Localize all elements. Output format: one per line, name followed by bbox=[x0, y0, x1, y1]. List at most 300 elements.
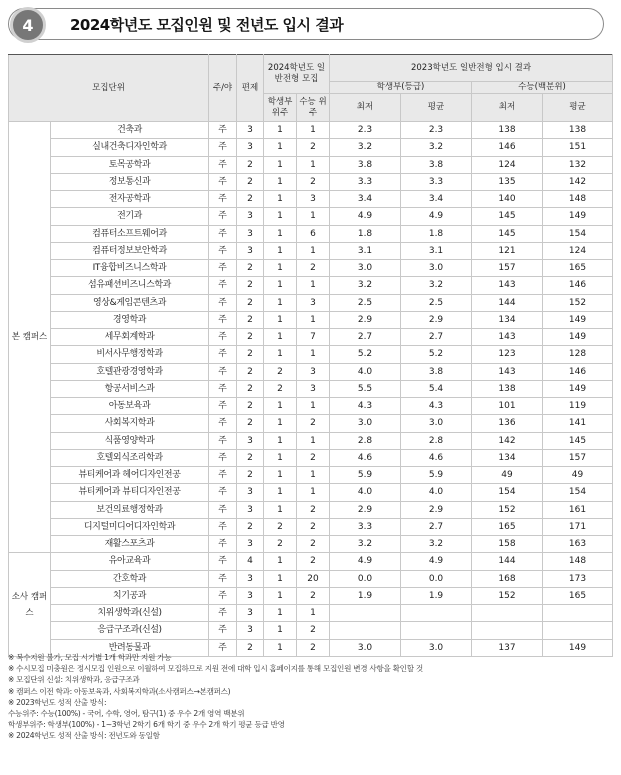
suneung-min: 154 bbox=[472, 484, 543, 501]
suneung-avg: 146 bbox=[543, 363, 613, 380]
suneung-min: 136 bbox=[472, 415, 543, 432]
suneung-min: 143 bbox=[472, 329, 543, 346]
suneung-min: 123 bbox=[472, 346, 543, 363]
recruit-suneung: 2 bbox=[297, 415, 330, 432]
suneung-min: 138 bbox=[472, 122, 543, 139]
dept-name: 간호학과 bbox=[51, 570, 209, 587]
suneung-avg: 145 bbox=[543, 432, 613, 449]
header-suneung-percentile: 수능(백분위) bbox=[472, 82, 613, 94]
footnote-line: 수능위주: 수능(100%) - 국어, 수학, 영어, 탐구(1) 중 우수 2개 영역 백분위 bbox=[8, 709, 245, 719]
dept-name: 컴퓨터소프트웨어과 bbox=[51, 225, 209, 242]
header-transfer: 편제 bbox=[237, 55, 264, 122]
grade-min: 3.0 bbox=[330, 639, 401, 656]
day-night: 주 bbox=[209, 173, 237, 190]
grade-avg: 3.2 bbox=[401, 536, 472, 553]
header-suneung-avg: 평균 bbox=[543, 94, 613, 122]
dept-name: 경영학과 bbox=[51, 311, 209, 328]
table-row bbox=[9, 605, 613, 622]
grade-avg: 3.3 bbox=[401, 173, 472, 190]
recruit-suneung: 1 bbox=[297, 346, 330, 363]
day-night: 주 bbox=[209, 260, 237, 277]
table-row bbox=[9, 156, 613, 173]
day-night: 주 bbox=[209, 363, 237, 380]
footnotes bbox=[8, 652, 612, 742]
suneung-min: 158 bbox=[472, 536, 543, 553]
transfer: 2 bbox=[237, 363, 264, 380]
grade-avg: 2.7 bbox=[401, 329, 472, 346]
dept-name: 비서사무행정학과 bbox=[51, 346, 209, 363]
suneung-min: 144 bbox=[472, 294, 543, 311]
grade-avg: 5.2 bbox=[401, 346, 472, 363]
table-row bbox=[9, 329, 613, 346]
recruit-suneung: 2 bbox=[297, 622, 330, 639]
transfer: 2 bbox=[237, 311, 264, 328]
dept-name: 호텔외식조리학과 bbox=[51, 449, 209, 466]
transfer: 2 bbox=[237, 173, 264, 190]
table-row bbox=[9, 622, 613, 639]
recruit-suneung: 1 bbox=[297, 398, 330, 415]
transfer: 2 bbox=[237, 639, 264, 656]
grade-avg: 0.0 bbox=[401, 570, 472, 587]
dept-name: 유아교육과 bbox=[51, 553, 209, 570]
grade-avg: 2.9 bbox=[401, 311, 472, 328]
recruit-student: 1 bbox=[264, 208, 297, 225]
grade-avg: 4.3 bbox=[401, 398, 472, 415]
recruit-suneung: 1 bbox=[297, 311, 330, 328]
grade-min: 3.2 bbox=[330, 139, 401, 156]
day-night: 주 bbox=[209, 518, 237, 535]
dept-name: IT융합비즈니스학과 bbox=[51, 260, 209, 277]
table-row bbox=[9, 432, 613, 449]
transfer: 3 bbox=[237, 570, 264, 587]
transfer: 3 bbox=[237, 208, 264, 225]
grade-min: 4.9 bbox=[330, 553, 401, 570]
grade-min: 4.9 bbox=[330, 208, 401, 225]
suneung-min: 152 bbox=[472, 587, 543, 604]
dept-name: 호텔관광경영학과 bbox=[51, 363, 209, 380]
transfer: 3 bbox=[237, 622, 264, 639]
grade-min bbox=[330, 605, 401, 622]
grade-avg bbox=[401, 605, 472, 622]
table-body bbox=[9, 122, 613, 657]
recruit-suneung: 2 bbox=[297, 501, 330, 518]
header-suneung-min: 최저 bbox=[472, 94, 543, 122]
recruit-suneung: 2 bbox=[297, 536, 330, 553]
suneung-min: 101 bbox=[472, 398, 543, 415]
suneung-min: 143 bbox=[472, 363, 543, 380]
recruit-suneung: 2 bbox=[297, 139, 330, 156]
footnote-line: ※ 모집단위 신설: 치위생학과, 응급구조과 bbox=[8, 675, 140, 685]
day-night: 주 bbox=[209, 570, 237, 587]
recruit-student: 1 bbox=[264, 311, 297, 328]
recruit-student: 1 bbox=[264, 329, 297, 346]
table-row bbox=[9, 570, 613, 587]
dept-name: 뷰티케어과 헤어디자인전공 bbox=[51, 467, 209, 484]
grade-avg: 3.2 bbox=[401, 139, 472, 156]
suneung-avg: 165 bbox=[543, 260, 613, 277]
suneung-avg: 171 bbox=[543, 518, 613, 535]
suneung-avg: 154 bbox=[543, 225, 613, 242]
suneung-avg: 161 bbox=[543, 501, 613, 518]
grade-min: 3.1 bbox=[330, 242, 401, 259]
grade-min: 4.6 bbox=[330, 449, 401, 466]
transfer: 3 bbox=[237, 139, 264, 156]
day-night: 주 bbox=[209, 225, 237, 242]
grade-min: 3.3 bbox=[330, 518, 401, 535]
table-row bbox=[9, 294, 613, 311]
campus-label: 소사 캠퍼스 bbox=[9, 553, 51, 657]
recruit-student: 1 bbox=[264, 277, 297, 294]
footnote-line: ※ 캠퍼스 이전 학과: 아동보육과, 사회복지학과(소사캠퍼스→본캠퍼스) bbox=[8, 686, 231, 696]
table-row bbox=[9, 191, 613, 208]
recruit-suneung: 2 bbox=[297, 449, 330, 466]
recruit-student: 2 bbox=[264, 380, 297, 397]
recruit-suneung: 1 bbox=[297, 605, 330, 622]
suneung-min: 49 bbox=[472, 467, 543, 484]
recruit-student: 1 bbox=[264, 467, 297, 484]
suneung-min: 134 bbox=[472, 311, 543, 328]
recruit-student: 1 bbox=[264, 587, 297, 604]
admission-table bbox=[8, 54, 613, 657]
grade-avg: 3.4 bbox=[401, 191, 472, 208]
recruit-suneung: 3 bbox=[297, 363, 330, 380]
header-recruit-suneung: 수능 위주 bbox=[297, 94, 330, 122]
grade-min: 2.5 bbox=[330, 294, 401, 311]
suneung-avg: 124 bbox=[543, 242, 613, 259]
day-night: 주 bbox=[209, 191, 237, 208]
grade-min: 2.9 bbox=[330, 501, 401, 518]
table-row bbox=[9, 173, 613, 190]
recruit-suneung: 6 bbox=[297, 225, 330, 242]
recruit-student: 1 bbox=[264, 553, 297, 570]
day-night: 주 bbox=[209, 380, 237, 397]
recruit-student: 1 bbox=[264, 449, 297, 466]
recruit-student: 1 bbox=[264, 605, 297, 622]
suneung-avg: 128 bbox=[543, 346, 613, 363]
recruit-suneung: 20 bbox=[297, 570, 330, 587]
suneung-min: 134 bbox=[472, 449, 543, 466]
recruit-student: 1 bbox=[264, 156, 297, 173]
dept-name: 토목공학과 bbox=[51, 156, 209, 173]
grade-avg: 1.8 bbox=[401, 225, 472, 242]
header-day-night: 주/야 bbox=[209, 55, 237, 122]
dept-name: 뷰티케어과 뷰티디자인전공 bbox=[51, 484, 209, 501]
suneung-min: 140 bbox=[472, 191, 543, 208]
grade-min: 5.5 bbox=[330, 380, 401, 397]
grade-min: 3.2 bbox=[330, 536, 401, 553]
recruit-student: 1 bbox=[264, 346, 297, 363]
dept-name: 사회복지학과 bbox=[51, 415, 209, 432]
transfer: 2 bbox=[237, 518, 264, 535]
suneung-min bbox=[472, 622, 543, 639]
recruit-suneung: 1 bbox=[297, 156, 330, 173]
grade-min: 5.2 bbox=[330, 346, 401, 363]
grade-min: 3.0 bbox=[330, 415, 401, 432]
header-student-grade: 학생부(등급) bbox=[330, 82, 472, 94]
suneung-min: 157 bbox=[472, 260, 543, 277]
section-number-badge: 4 bbox=[10, 7, 46, 43]
recruit-student: 1 bbox=[264, 294, 297, 311]
table-row bbox=[9, 346, 613, 363]
table-row bbox=[9, 277, 613, 294]
grade-avg: 5.9 bbox=[401, 467, 472, 484]
header-result-2023: 2023학년도 일반전형 입시 결과 bbox=[330, 55, 613, 82]
grade-avg: 5.4 bbox=[401, 380, 472, 397]
recruit-student: 1 bbox=[264, 484, 297, 501]
grade-avg: 2.5 bbox=[401, 294, 472, 311]
transfer: 2 bbox=[237, 398, 264, 415]
header-recruit-student: 학생부 위주 bbox=[264, 94, 297, 122]
table-row bbox=[9, 518, 613, 535]
transfer: 3 bbox=[237, 432, 264, 449]
grade-avg: 4.9 bbox=[401, 553, 472, 570]
footnote-line: ※ 2024학년도 성적 산출 방식: 전년도와 동일함 bbox=[8, 731, 160, 741]
suneung-avg: 149 bbox=[543, 311, 613, 328]
table-row bbox=[9, 122, 613, 139]
suneung-avg: 148 bbox=[543, 553, 613, 570]
transfer: 3 bbox=[237, 501, 264, 518]
footnote-line: ※ 수시모집 미충원은 정시모집 인원으로 이월하여 모집하므로 지원 전에 대학 입시 홈페이지를 통해 모집인원 변경 사항을 확인할 것 bbox=[8, 664, 423, 674]
footnote-line: ※ 복수지원 불가, 모집 시기별 1개 학과만 지원 가능 bbox=[8, 653, 172, 662]
grade-avg bbox=[401, 622, 472, 639]
recruit-student: 1 bbox=[264, 242, 297, 259]
recruit-student: 1 bbox=[264, 501, 297, 518]
grade-min: 4.3 bbox=[330, 398, 401, 415]
suneung-min: 152 bbox=[472, 501, 543, 518]
suneung-min: 144 bbox=[472, 553, 543, 570]
suneung-min: 142 bbox=[472, 432, 543, 449]
recruit-suneung: 2 bbox=[297, 518, 330, 535]
transfer: 2 bbox=[237, 277, 264, 294]
grade-min: 3.4 bbox=[330, 191, 401, 208]
table-row bbox=[9, 311, 613, 328]
recruit-suneung: 2 bbox=[297, 173, 330, 190]
transfer: 2 bbox=[237, 191, 264, 208]
dept-name: 전기과 bbox=[51, 208, 209, 225]
recruit-suneung: 2 bbox=[297, 553, 330, 570]
suneung-min: 146 bbox=[472, 139, 543, 156]
day-night: 주 bbox=[209, 587, 237, 604]
suneung-avg: 141 bbox=[543, 415, 613, 432]
suneung-avg: 142 bbox=[543, 173, 613, 190]
recruit-suneung: 2 bbox=[297, 260, 330, 277]
suneung-avg bbox=[543, 622, 613, 639]
grade-avg: 3.0 bbox=[401, 260, 472, 277]
transfer: 2 bbox=[237, 346, 264, 363]
grade-avg: 4.6 bbox=[401, 449, 472, 466]
header-grade-min: 최저 bbox=[330, 94, 401, 122]
suneung-avg: 165 bbox=[543, 587, 613, 604]
day-night: 주 bbox=[209, 449, 237, 466]
recruit-student: 1 bbox=[264, 260, 297, 277]
grade-avg: 3.0 bbox=[401, 415, 472, 432]
transfer: 3 bbox=[237, 536, 264, 553]
dept-name: 건축과 bbox=[51, 122, 209, 139]
dept-name: 항공서비스과 bbox=[51, 380, 209, 397]
dept-name: 보건의료행정학과 bbox=[51, 501, 209, 518]
recruit-suneung: 1 bbox=[297, 467, 330, 484]
recruit-suneung: 1 bbox=[297, 484, 330, 501]
recruit-student: 1 bbox=[264, 173, 297, 190]
grade-avg: 3.2 bbox=[401, 277, 472, 294]
suneung-min: 168 bbox=[472, 570, 543, 587]
day-night: 주 bbox=[209, 156, 237, 173]
grade-avg: 3.8 bbox=[401, 156, 472, 173]
day-night: 주 bbox=[209, 501, 237, 518]
table-row bbox=[9, 139, 613, 156]
suneung-avg: 163 bbox=[543, 536, 613, 553]
recruit-student: 1 bbox=[264, 225, 297, 242]
table-row bbox=[9, 587, 613, 604]
suneung-avg: 154 bbox=[543, 484, 613, 501]
transfer: 3 bbox=[237, 605, 264, 622]
day-night: 주 bbox=[209, 139, 237, 156]
recruit-student: 2 bbox=[264, 363, 297, 380]
table-row bbox=[9, 260, 613, 277]
grade-avg: 2.9 bbox=[401, 501, 472, 518]
dept-name: 실내건축디자인학과 bbox=[51, 139, 209, 156]
day-night: 주 bbox=[209, 553, 237, 570]
grade-min: 3.8 bbox=[330, 156, 401, 173]
day-night: 주 bbox=[209, 294, 237, 311]
recruit-suneung: 2 bbox=[297, 639, 330, 656]
suneung-min: 124 bbox=[472, 156, 543, 173]
grade-min: 4.0 bbox=[330, 363, 401, 380]
table-row bbox=[9, 398, 613, 415]
recruit-suneung: 1 bbox=[297, 277, 330, 294]
transfer: 3 bbox=[237, 225, 264, 242]
suneung-avg: 149 bbox=[543, 208, 613, 225]
recruit-suneung: 3 bbox=[297, 191, 330, 208]
recruit-suneung: 1 bbox=[297, 242, 330, 259]
grade-min: 2.3 bbox=[330, 122, 401, 139]
transfer: 3 bbox=[237, 242, 264, 259]
table-row bbox=[9, 363, 613, 380]
day-night: 주 bbox=[209, 484, 237, 501]
transfer: 2 bbox=[237, 380, 264, 397]
grade-min: 3.3 bbox=[330, 173, 401, 190]
recruit-student: 1 bbox=[264, 570, 297, 587]
dept-name: 영상&게임콘텐츠과 bbox=[51, 294, 209, 311]
header-grade-avg: 평균 bbox=[401, 94, 472, 122]
suneung-avg: 49 bbox=[543, 467, 613, 484]
day-night: 주 bbox=[209, 467, 237, 484]
transfer: 3 bbox=[237, 122, 264, 139]
suneung-avg bbox=[543, 605, 613, 622]
table-row bbox=[9, 484, 613, 501]
day-night: 주 bbox=[209, 329, 237, 346]
grade-avg: 2.7 bbox=[401, 518, 472, 535]
suneung-avg: 149 bbox=[543, 329, 613, 346]
transfer: 2 bbox=[237, 156, 264, 173]
day-night: 주 bbox=[209, 432, 237, 449]
grade-min: 4.0 bbox=[330, 484, 401, 501]
recruit-suneung: 1 bbox=[297, 432, 330, 449]
suneung-min: 165 bbox=[472, 518, 543, 535]
dept-name: 재활스포츠과 bbox=[51, 536, 209, 553]
suneung-min: 145 bbox=[472, 208, 543, 225]
grade-avg: 2.8 bbox=[401, 432, 472, 449]
suneung-min: 121 bbox=[472, 242, 543, 259]
header-recruit-2024: 2024학년도 일반전형 모집 bbox=[264, 55, 330, 94]
grade-min: 2.8 bbox=[330, 432, 401, 449]
table-row bbox=[9, 225, 613, 242]
grade-min: 2.7 bbox=[330, 329, 401, 346]
suneung-avg: 149 bbox=[543, 380, 613, 397]
grade-avg: 3.0 bbox=[401, 639, 472, 656]
suneung-avg: 132 bbox=[543, 156, 613, 173]
transfer: 3 bbox=[237, 484, 264, 501]
recruit-student: 1 bbox=[264, 639, 297, 656]
dept-name: 식품영양학과 bbox=[51, 432, 209, 449]
suneung-avg: 119 bbox=[543, 398, 613, 415]
day-night: 주 bbox=[209, 208, 237, 225]
day-night: 주 bbox=[209, 639, 237, 656]
recruit-student: 2 bbox=[264, 536, 297, 553]
table-row bbox=[9, 467, 613, 484]
day-night: 주 bbox=[209, 605, 237, 622]
footnote-line: ※ 2023학년도 성적 산출 방식: bbox=[8, 697, 107, 707]
recruit-student: 1 bbox=[264, 398, 297, 415]
suneung-min bbox=[472, 605, 543, 622]
recruit-suneung: 1 bbox=[297, 122, 330, 139]
recruit-student: 1 bbox=[264, 122, 297, 139]
table-row bbox=[9, 242, 613, 259]
transfer: 2 bbox=[237, 415, 264, 432]
day-night: 주 bbox=[209, 398, 237, 415]
day-night: 주 bbox=[209, 415, 237, 432]
suneung-min: 145 bbox=[472, 225, 543, 242]
suneung-avg: 157 bbox=[543, 449, 613, 466]
grade-avg: 3.1 bbox=[401, 242, 472, 259]
day-night: 주 bbox=[209, 622, 237, 639]
transfer: 2 bbox=[237, 467, 264, 484]
dept-name: 치위생학과(신설) bbox=[51, 605, 209, 622]
day-night: 주 bbox=[209, 242, 237, 259]
dept-name: 전자공학과 bbox=[51, 191, 209, 208]
grade-min: 5.9 bbox=[330, 467, 401, 484]
day-night: 주 bbox=[209, 277, 237, 294]
dept-name: 치기공과 bbox=[51, 587, 209, 604]
grade-avg: 2.3 bbox=[401, 122, 472, 139]
table-row bbox=[9, 208, 613, 225]
grade-min bbox=[330, 622, 401, 639]
grade-avg: 4.9 bbox=[401, 208, 472, 225]
suneung-avg: 151 bbox=[543, 139, 613, 156]
suneung-min: 143 bbox=[472, 277, 543, 294]
transfer: 2 bbox=[237, 329, 264, 346]
suneung-min: 138 bbox=[472, 380, 543, 397]
dept-name: 섬유패션비즈니스학과 bbox=[51, 277, 209, 294]
day-night: 주 bbox=[209, 311, 237, 328]
grade-min: 1.9 bbox=[330, 587, 401, 604]
recruit-student: 1 bbox=[264, 139, 297, 156]
dept-name: 응급구조과(신설) bbox=[51, 622, 209, 639]
suneung-min: 137 bbox=[472, 639, 543, 656]
recruit-student: 1 bbox=[264, 622, 297, 639]
header-unit: 모집단위 bbox=[9, 55, 209, 122]
table-row bbox=[9, 536, 613, 553]
table-row bbox=[9, 449, 613, 466]
suneung-avg: 149 bbox=[543, 639, 613, 656]
grade-min: 3.2 bbox=[330, 277, 401, 294]
recruit-student: 1 bbox=[264, 415, 297, 432]
recruit-suneung: 2 bbox=[297, 587, 330, 604]
suneung-avg: 152 bbox=[543, 294, 613, 311]
table-row bbox=[9, 501, 613, 518]
transfer: 4 bbox=[237, 553, 264, 570]
suneung-avg: 138 bbox=[543, 122, 613, 139]
